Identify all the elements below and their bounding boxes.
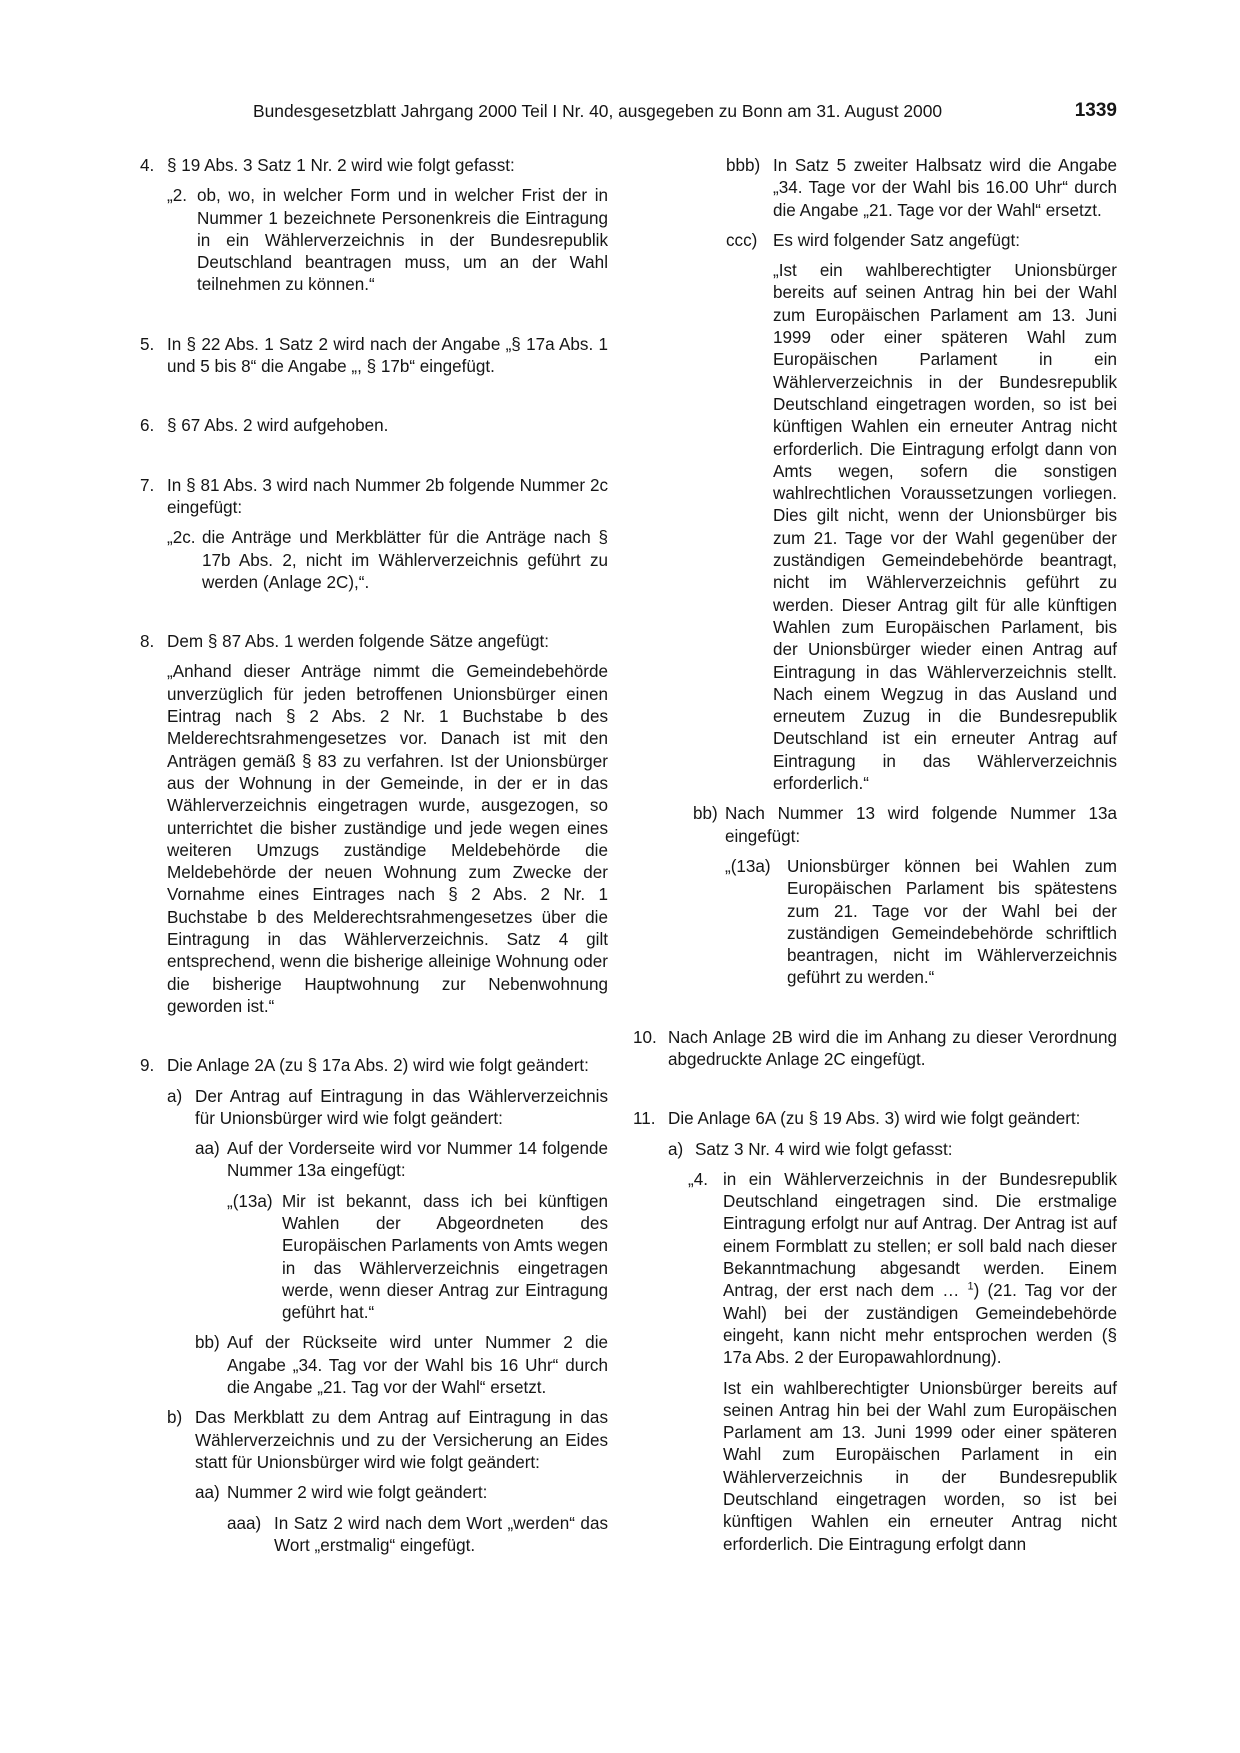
quote-text: Mir ist bekannt, dass ich bei künftigen Wahlen der Abgeordneten des Europäischen Parlaments von Amts wegen in das Wählerverzeichnis eingetragen werde, wenn dieser Antrag zur Eintragung geführt hat.“: [282, 1191, 608, 1323]
sub-item-letter: bbb): [726, 156, 761, 175]
quote-text-part-1: in ein Wählerverzeichnis in der Bundesrepublik Deutschland eingetragen sind. Die erstmalige Eintragung erfolgt nur auf Antrag. Der Antrag ist auf einem Formblatt zu stellen; er soll bald nach dieser Bekanntmachung abgesandt werden. Einem Antrag, der erst nach dem …: [723, 1169, 1117, 1301]
sub-item-letter: b): [167, 1408, 183, 1428]
sub-item-ccc: [726, 230, 1117, 252]
quote-paragraph-2: Ist ein wahlberechtigter Unionsbürger bereits auf seinen Antrag hin bei der Wahl zum Europäischen Parlament am 13. Juni 1999 oder einer späteren Wahl zum Europäischen Parlament in ein Wählerverzeichnis in der Bundesrepublik Deutschland eingetragen worden, so ist bei künftigen Wahlen ein erneuter Antrag nicht erforderlich. Die Eintragung erfolgt dann: [723, 1378, 1117, 1554]
quote-paragraph: „Ist ein wahlberechtigter Unionsbürger bereits auf seinen Antrag hin bei der Wahl zum Europäischen Parlament am 13. Juni 1999 oder einer späteren Wahl zum Europäischen Parlament in ein Wählerverzeichnis in der Bundesrepublik Deutschland eingetragen worden, so ist bei künftigen Wahlen ein erneuter Antrag nicht erforderlich. Die Eintragung erfolgt dann von Amts wegen, sofern die sonstigen wahlrechtlichen Voraussetzungen vorliegen. Dies gilt nicht, wenn der Unionsbürger bis zum 21. Tage vor der Wahl gegenüber der zuständigen Gemeindebehörde beantragt, nicht im Wählerverzeichnis geführt zu werden. Dieser Antrag gilt für alle künftigen Wahlen zum Europäischen Parlament, bis der Unionsbürger wieder einen Antrag auf Eintragung in das Wählerverzeichnis stellt. Nach einem Wegzug in das Ausland und erneutem Zuzug in die Bundesrepublik Deutschland ist ein erneuter Antrag auf Eintragung in das Wählerverzeichnis erforderlich.“: [773, 261, 1117, 794]
sub-item-a: [167, 1086, 608, 1131]
item-text: Nach Anlage 2B wird die im Anhang zu dieser Verordnung abgedruckte Anlage 2C eingefügt.: [668, 1027, 1117, 1069]
sub-item-letter: aaa): [227, 1513, 262, 1533]
sub-item-letter: bb): [693, 804, 718, 824]
quoted-item-4: [688, 1169, 1117, 1556]
item-number: 9.: [140, 1056, 155, 1076]
page-number: 1339: [1074, 100, 1117, 121]
item-number: 4.: [140, 156, 155, 175]
footnote-reference: 1: [967, 1280, 974, 1293]
item-text: § 67 Abs. 2 wird aufgehoben.: [167, 416, 389, 436]
sub-item-text: Auf der Vorderseite wird vor Nummer 14 folgende Nummer 13a eingefügt:: [227, 1139, 608, 1181]
sub-item-text: Nummer 2 wird wie folgt geändert:: [227, 1483, 488, 1503]
sub-item-letter: a): [167, 1086, 183, 1106]
sub-item-text: Nach Nummer 13 wird folgende Nummer 13a eingefügt:: [725, 804, 1117, 846]
quote-number: „2c.: [167, 528, 196, 548]
quoted-item-13a: [725, 856, 1117, 990]
item-text: § 19 Abs. 3 Satz 1 Nr. 2 wird wie folgt gefasst:: [167, 156, 515, 175]
sub-item-letter: bb): [195, 1333, 220, 1353]
item-10: [633, 1027, 1117, 1072]
quote-number: „4.: [688, 1169, 708, 1189]
sub-item-text: Das Merkblatt zu dem Antrag auf Eintragung in das Wählerverzeichnis und zu der Versicherung an Eides statt für Unionsbürger wird wie folgt geändert:: [195, 1408, 608, 1472]
item-7: [140, 475, 608, 520]
item-text: Die Anlage 2A (zu § 17a Abs. 2) wird wie folgt geändert:: [167, 1056, 589, 1076]
item-8: [140, 631, 608, 653]
quote-number: „2.: [167, 186, 187, 206]
quote-number: „(13a): [725, 856, 771, 876]
quote-text: Unionsbürger können bei Wahlen zum Europäischen Parlament bis spätestens zum 21. Tage vor der Wahl bei der zuständigen Gemeindebehörde schriftlich beantragen, nicht im Wählerverzeichnis geführt zu werden.“: [787, 856, 1117, 988]
sub-item-b-aa: [195, 1482, 608, 1504]
sub-item-letter: a): [668, 1139, 684, 1159]
item-number: 11.: [633, 1109, 656, 1129]
quoted-item-2c: [167, 527, 608, 594]
sub-item-letter: ccc): [726, 230, 758, 250]
header-title: Bundesgesetzblatt Jahrgang 2000 Teil I Nr. 40, ausgegeben zu Bonn am 31. August 2000: [253, 101, 943, 121]
item-number: 5.: [140, 334, 155, 354]
sub-item-letter: aa): [195, 1139, 220, 1159]
sub-item-text: In Satz 2 wird nach dem Wort „werden“ das Wort „erstmalig“ eingefügt.: [274, 1513, 608, 1555]
quote-text-part-2: ) (21. Tag vor der Wahl) bei der zuständigen Gemeindebehörde eingeht, kann nicht mehr entsprochen werden (§ 17a Abs. 2 der Europawahlordnung).: [723, 1281, 1117, 1368]
quote-text: ob, wo, in welcher Form und in welcher Frist der in Nummer 1 bezeichnete Personenkreis die Eintragung in ein Wählerverzeichnis in der Bundesrepublik Deutschland beantragen muss, um an der Wahl teilnehmen zu können.“: [197, 186, 608, 295]
item-4: [140, 155, 608, 177]
item-text: Dem § 87 Abs. 1 werden folgende Sätze angefügt:: [167, 632, 550, 652]
sub-item-bbb: [726, 155, 1117, 222]
sub-item-a: [668, 1139, 1117, 1161]
item-5: [140, 334, 608, 379]
quote-text: [723, 1169, 1117, 1370]
left-column: [140, 155, 608, 1557]
sub-item-aa: [195, 1138, 608, 1183]
item-6: [140, 415, 608, 437]
sub-item-text: Satz 3 Nr. 4 wird wie folgt gefasst:: [695, 1139, 953, 1159]
quote-text: die Anträge und Merkblätter für die Anträge nach § 17b Abs. 2, nicht im Wählerverzeichnis geführt zu werden (Anlage 2C),“.: [202, 528, 608, 592]
item-text: In § 81 Abs. 3 wird nach Nummer 2b folgende Nummer 2c eingefügt:: [167, 475, 608, 517]
sub-item-letter: aa): [195, 1483, 220, 1503]
item-9: [140, 1055, 608, 1077]
quote-number: „(13a): [227, 1191, 273, 1211]
item-number: 6.: [140, 416, 155, 436]
sub-item-bb: [195, 1332, 608, 1399]
sub-item-text: In Satz 5 zweiter Halbsatz wird die Angabe „34. Tage vor der Wahl bis 16.00 Uhr“ durch die Angabe „21. Tage vor der Wahl“ ersetzt.: [773, 156, 1117, 220]
item-11: [633, 1108, 1117, 1130]
item-text: Die Anlage 6A (zu § 19 Abs. 3) wird wie folgt geändert:: [668, 1109, 1081, 1129]
sub-item-text: Auf der Rückseite wird unter Nummer 2 die Angabe „34. Tag vor der Wahl bis 16 Uhr“ durch die Angabe „21. Tag vor der Wahl“ ersetzt.: [227, 1333, 608, 1398]
sub-item-text: Der Antrag auf Eintragung in das Wählerverzeichnis für Unionsbürger wird wie folgt geändert:: [195, 1086, 608, 1128]
item-number: 7.: [140, 475, 155, 495]
quoted-item-13a: [227, 1191, 608, 1325]
sub-item-text: Es wird folgender Satz angefügt:: [773, 230, 1021, 250]
item-text: In § 22 Abs. 1 Satz 2 wird nach der Angabe „§ 17a Abs. 1 und 5 bis 8“ die Angabe „, § 17b“ eingefügt.: [167, 334, 608, 377]
quote-paragraph: „Anhand dieser Anträge nimmt die Gemeindebehörde unverzüglich für jeden betroffenen Unionsbürger einen Eintrag nach § 2 Abs. 2 Nr. 1 Buchstabe b des Melderechtsrahmengesetzes vor. Danach ist mit den Anträgen gemäß § 83 zu verfahren. Ist der Unionsbürger aus der Wohnung in der Gemeinde, in der er in das Wählerverzeichnis eingetragen wurde, ausgezogen, so unterrichtet die bisher zuständige und jede wegen eines weiteren Umzugs zuständige Meldebehörde die Meldebehörde der neuen Wohnung zum Zwecke der Vornahme eines Eintrages nach § 2 Abs. 2 Nr. 1 Buchstabe b des Melderechtsrahmengesetzes über die Eintragung in das Wählerverzeichnis. Satz 4 gilt entsprechend, wenn die bisherige alleinige Wohnung oder die bisherige Hauptwohnung zur Nebenwohnung geworden ist.“: [167, 662, 608, 1016]
sub-item-bb: [693, 803, 1117, 848]
quoted-item-2: [167, 185, 608, 296]
item-number: 8.: [140, 632, 155, 652]
right-column: [633, 155, 1117, 1556]
item-number: 10.: [633, 1027, 657, 1047]
sub-item-b: [167, 1407, 608, 1474]
sub-item-aaa: [227, 1513, 608, 1558]
